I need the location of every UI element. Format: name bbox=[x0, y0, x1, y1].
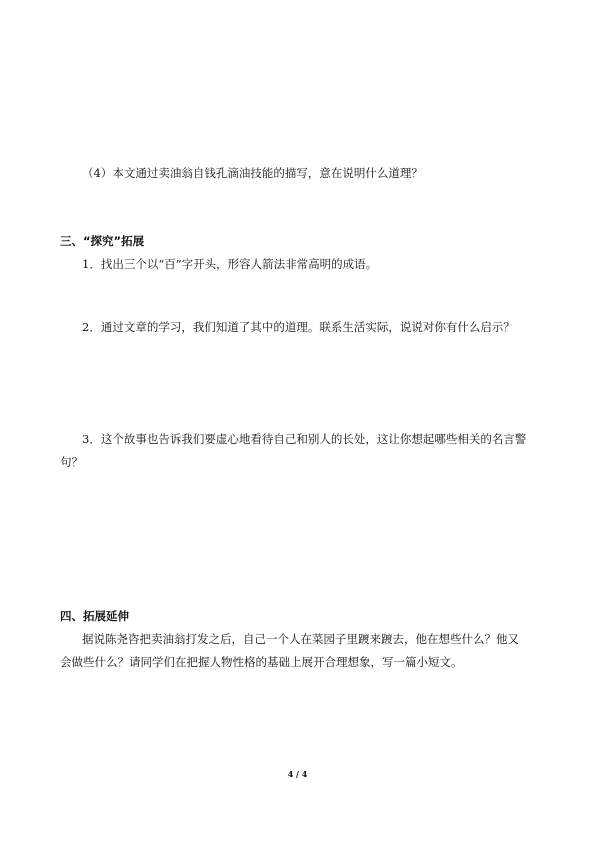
section-3-heading: 三、“探究”拓展 bbox=[60, 234, 145, 248]
section-4-heading: 四、拓展延伸 bbox=[60, 609, 129, 623]
section-3-question-3-line-1: 3．这个故事也告诉我们要虚心地看待自己和别人的长处，这让你想起哪些相关的名言警 bbox=[82, 432, 527, 446]
section-4-paragraph-line-1: 据说陈尧咨把卖油翁打发之后，自己一个人在菜园子里踱来踱去，他在想些什么？他又 bbox=[82, 632, 519, 646]
page-number: 4 / 4 bbox=[287, 769, 308, 779]
section-3-question-3-line-2: 句？ bbox=[60, 455, 83, 469]
question-4: （4）本文通过卖油翁自钱孔滴油技能的描写，意在说明什么道理？ bbox=[82, 166, 423, 180]
section-3-question-2: 2．通过文章的学习，我们知道了其中的道理。联系生活实际，说说对你有什么启示？ bbox=[82, 320, 515, 334]
section-4-paragraph-line-2: 会做些什么？请同学们在把握人物性格的基础上展开合理想象，写一篇小短文。 bbox=[60, 655, 463, 669]
section-3-question-1: 1．找出三个以“百”字开头，形容人箭法非常高明的成语。 bbox=[82, 257, 378, 271]
